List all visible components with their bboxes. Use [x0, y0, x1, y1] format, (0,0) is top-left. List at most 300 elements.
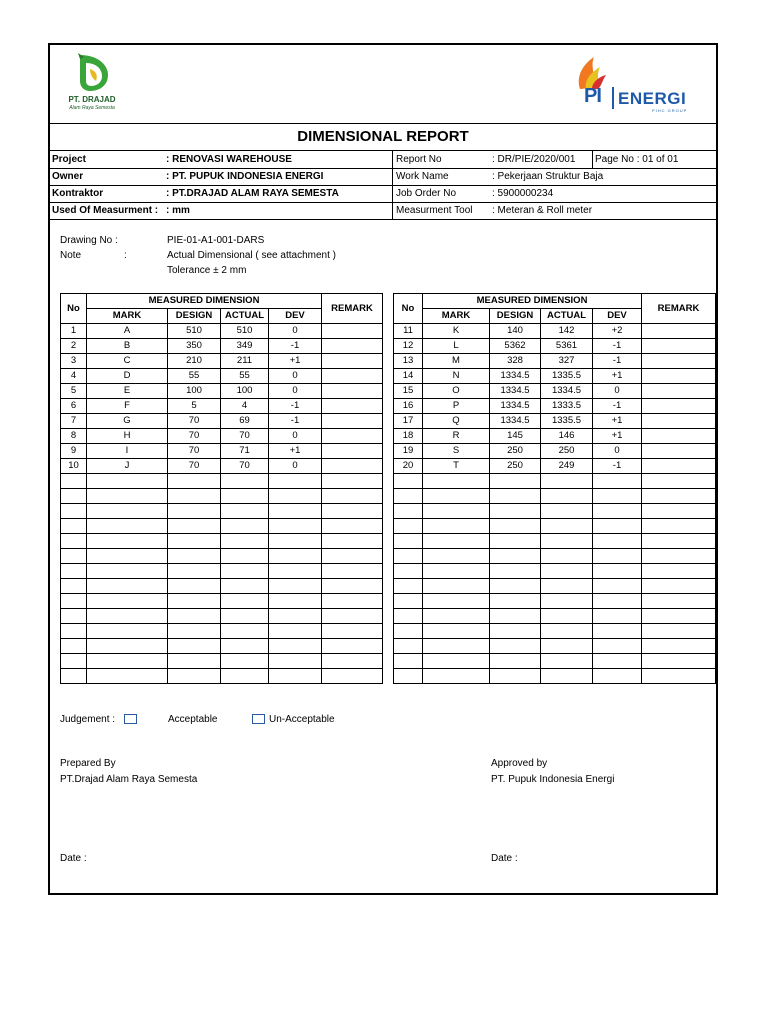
empty-cell [168, 639, 221, 654]
empty-cell [269, 504, 322, 519]
table-row [61, 339, 383, 354]
empty-cell [269, 474, 322, 489]
date-left: Date : [60, 853, 87, 864]
empty-cell [269, 639, 322, 654]
empty-cell [87, 534, 168, 549]
empty-cell [221, 654, 269, 669]
empty-cell [490, 504, 541, 519]
pi-text: PI [584, 85, 601, 107]
empty-cell [423, 579, 490, 594]
cell-design: 70 [168, 444, 221, 459]
empty-row [61, 549, 383, 564]
table-row [61, 369, 383, 384]
empty-cell [642, 624, 716, 639]
empty-cell [642, 654, 716, 669]
cell-design: 1334.5 [490, 369, 541, 384]
empty-cell [593, 519, 642, 534]
empty-row [394, 669, 716, 684]
energi-text: ENERGI [618, 89, 687, 108]
empty-cell [322, 564, 383, 579]
empty-cell [541, 654, 593, 669]
empty-cell [269, 594, 322, 609]
empty-cell [221, 624, 269, 639]
empty-cell [269, 624, 322, 639]
empty-cell [642, 669, 716, 684]
header-no: No [394, 294, 423, 324]
empty-cell [423, 654, 490, 669]
empty-cell [61, 669, 87, 684]
report-title: DIMENSIONAL REPORT [50, 123, 716, 151]
empty-row [61, 489, 383, 504]
empty-cell [642, 594, 716, 609]
cell-no: 3 [61, 354, 87, 369]
table-row [394, 399, 716, 414]
table-row [394, 339, 716, 354]
empty-cell [168, 534, 221, 549]
empty-cell [541, 624, 593, 639]
empty-cell [221, 669, 269, 684]
drajad-logo-sub: Alam Raya Semesta [69, 105, 115, 111]
cell-mark: M [423, 354, 490, 369]
cell-remark [322, 459, 383, 474]
empty-cell [87, 669, 168, 684]
empty-cell [269, 549, 322, 564]
empty-cell [168, 564, 221, 579]
note-label: Note [60, 250, 82, 261]
empty-cell [269, 669, 322, 684]
approved-by-label: Approved by [491, 758, 548, 769]
cell-actual: 71 [221, 444, 269, 459]
empty-cell [541, 564, 593, 579]
cell-dev: +1 [593, 414, 642, 429]
drajad-logo-name: PT. DRAJAD [68, 95, 116, 104]
cell-actual: 4 [221, 399, 269, 414]
cell-no: 19 [394, 444, 423, 459]
judgement-checkbox[interactable] [124, 714, 137, 724]
cell-actual: 327 [541, 354, 593, 369]
empty-cell [394, 669, 423, 684]
empty-cell [394, 564, 423, 579]
empty-cell [593, 534, 642, 549]
drajad-logo [60, 51, 124, 121]
empty-cell [221, 534, 269, 549]
used-label: Used Of Measurment : [52, 205, 159, 216]
header-remark: REMARK [642, 294, 716, 324]
pihc-group-text: PIHC GROUP [652, 108, 688, 113]
cell-mark: I [87, 444, 168, 459]
table-row [394, 324, 716, 339]
cell-remark [322, 399, 383, 414]
info-row-used [50, 202, 716, 220]
empty-cell [61, 579, 87, 594]
header-actual: ACTUAL [221, 309, 269, 324]
empty-cell [61, 519, 87, 534]
cell-actual: 5361 [541, 339, 593, 354]
empty-cell [593, 489, 642, 504]
empty-row [394, 594, 716, 609]
empty-cell [322, 549, 383, 564]
empty-cell [490, 594, 541, 609]
cell-dev: 0 [269, 429, 322, 444]
cell-mark: F [87, 399, 168, 414]
tool-value: : Meteran & Roll meter [492, 205, 593, 216]
empty-cell [221, 564, 269, 579]
empty-cell [642, 564, 716, 579]
table-row [61, 414, 383, 429]
empty-row [61, 609, 383, 624]
cell-no: 10 [61, 459, 87, 474]
empty-cell [394, 639, 423, 654]
cell-actual: 55 [221, 369, 269, 384]
empty-cell [593, 609, 642, 624]
cell-dev: 0 [269, 384, 322, 399]
cell-actual: 1334.5 [541, 384, 593, 399]
cell-design: 55 [168, 369, 221, 384]
cell-design: 1334.5 [490, 399, 541, 414]
empty-row [61, 579, 383, 594]
header-actual: ACTUAL [541, 309, 593, 324]
empty-cell [87, 579, 168, 594]
empty-cell [269, 519, 322, 534]
empty-cell [423, 594, 490, 609]
empty-cell [541, 594, 593, 609]
empty-cell [490, 609, 541, 624]
empty-row [394, 549, 716, 564]
cell-dev: -1 [593, 354, 642, 369]
empty-cell [87, 624, 168, 639]
cell-actual: 349 [221, 339, 269, 354]
empty-cell [593, 654, 642, 669]
cell-remark [322, 354, 383, 369]
empty-cell [423, 504, 490, 519]
empty-cell [642, 474, 716, 489]
cell-remark [322, 369, 383, 384]
cell-design: 145 [490, 429, 541, 444]
cell-design: 250 [490, 459, 541, 474]
cell-mark: P [423, 399, 490, 414]
empty-cell [168, 489, 221, 504]
empty-cell [490, 639, 541, 654]
empty-cell [221, 579, 269, 594]
empty-row [61, 474, 383, 489]
page-no-divider [592, 151, 593, 168]
empty-cell [87, 549, 168, 564]
cell-no: 17 [394, 414, 423, 429]
empty-cell [168, 474, 221, 489]
empty-cell [593, 504, 642, 519]
cell-remark [322, 324, 383, 339]
empty-cell [322, 669, 383, 684]
cell-dev: -1 [269, 399, 322, 414]
empty-cell [87, 474, 168, 489]
cell-no: 15 [394, 384, 423, 399]
used-value: : mm [166, 205, 190, 216]
cell-remark [322, 384, 383, 399]
cell-actual: 211 [221, 354, 269, 369]
empty-cell [541, 579, 593, 594]
empty-cell [490, 534, 541, 549]
cell-remark [322, 414, 383, 429]
owner-value: : PT. PUPUK INDONESIA ENERGI [166, 171, 324, 182]
empty-cell [541, 609, 593, 624]
empty-cell [221, 489, 269, 504]
cell-dev: -1 [269, 414, 322, 429]
header-mark: MARK [87, 309, 168, 324]
empty-cell [61, 504, 87, 519]
header-dev: DEV [269, 309, 322, 324]
cell-actual: 1335.5 [541, 369, 593, 384]
empty-cell [490, 474, 541, 489]
unacceptable-checkbox[interactable] [252, 714, 265, 724]
cell-actual: 249 [541, 459, 593, 474]
info-row-kontraktor [50, 185, 716, 203]
empty-cell [322, 474, 383, 489]
work-name-value: : Pekerjaan Struktur Baja [492, 171, 604, 182]
cell-design: 510 [168, 324, 221, 339]
empty-cell [322, 519, 383, 534]
empty-cell [593, 639, 642, 654]
drawing-label: Drawing No : [60, 235, 118, 246]
acceptable-label: Acceptable [168, 714, 218, 725]
empty-row [61, 639, 383, 654]
empty-cell [269, 534, 322, 549]
empty-row [394, 474, 716, 489]
prepared-company: PT.Drajad Alam Raya Semesta [60, 774, 198, 785]
cell-actual: 70 [221, 429, 269, 444]
empty-cell [61, 639, 87, 654]
table-row [61, 384, 383, 399]
cell-remark [642, 444, 716, 459]
report-no-label: Report No [396, 154, 442, 165]
empty-cell [168, 654, 221, 669]
empty-cell [322, 594, 383, 609]
cell-dev: -1 [593, 399, 642, 414]
cell-dev: +1 [593, 369, 642, 384]
empty-cell [61, 624, 87, 639]
empty-row [394, 654, 716, 669]
empty-row [394, 639, 716, 654]
empty-cell [87, 519, 168, 534]
empty-cell [394, 519, 423, 534]
empty-cell [168, 579, 221, 594]
empty-cell [423, 534, 490, 549]
empty-cell [394, 474, 423, 489]
cell-dev: +1 [269, 354, 322, 369]
empty-cell [642, 534, 716, 549]
empty-cell [87, 504, 168, 519]
empty-cell [541, 534, 593, 549]
info-row-project [50, 151, 716, 169]
cell-remark [642, 339, 716, 354]
cell-design: 100 [168, 384, 221, 399]
cell-design: 5362 [490, 339, 541, 354]
empty-cell [423, 564, 490, 579]
empty-cell [168, 504, 221, 519]
empty-cell [61, 489, 87, 504]
empty-cell [221, 609, 269, 624]
empty-cell [394, 534, 423, 549]
cell-design: 140 [490, 324, 541, 339]
cell-dev: +1 [269, 444, 322, 459]
cell-dev: -1 [269, 339, 322, 354]
empty-cell [490, 549, 541, 564]
report-page [48, 43, 718, 895]
cell-no: 18 [394, 429, 423, 444]
table-row [394, 444, 716, 459]
header-design: DESIGN [168, 309, 221, 324]
drajad-leaf-icon [74, 51, 110, 93]
empty-cell [642, 519, 716, 534]
empty-row [61, 624, 383, 639]
empty-cell [322, 534, 383, 549]
empty-cell [593, 624, 642, 639]
empty-cell [221, 474, 269, 489]
info-row-owner [50, 168, 716, 186]
report-no-value: : DR/PIE/2020/001 [492, 154, 576, 165]
empty-cell [61, 609, 87, 624]
empty-row [394, 519, 716, 534]
empty-cell [394, 624, 423, 639]
cell-actual: 510 [221, 324, 269, 339]
prepared-by-label: Prepared By [60, 758, 116, 769]
cell-mark: A [87, 324, 168, 339]
job-order-value: : 5900000234 [492, 188, 554, 199]
empty-row [61, 594, 383, 609]
empty-cell [269, 654, 322, 669]
empty-cell [87, 654, 168, 669]
cell-design: 1334.5 [490, 414, 541, 429]
cell-design: 5 [168, 399, 221, 414]
empty-cell [423, 624, 490, 639]
cell-no: 6 [61, 399, 87, 414]
table-row [394, 429, 716, 444]
empty-cell [394, 549, 423, 564]
header-mark: MARK [423, 309, 490, 324]
info-divider [392, 151, 393, 219]
empty-cell [642, 639, 716, 654]
owner-label: Owner [52, 171, 84, 182]
cell-mark: O [423, 384, 490, 399]
header-design: DESIGN [490, 309, 541, 324]
empty-cell [61, 654, 87, 669]
empty-cell [269, 579, 322, 594]
empty-cell [61, 474, 87, 489]
empty-cell [394, 609, 423, 624]
empty-row [61, 654, 383, 669]
logo-band [50, 45, 716, 124]
cell-dev: -1 [593, 339, 642, 354]
empty-row [394, 579, 716, 594]
logo-divider [612, 87, 614, 109]
empty-row [61, 564, 383, 579]
empty-cell [87, 489, 168, 504]
empty-cell [221, 549, 269, 564]
header-measured: MEASURED DIMENSION [423, 294, 642, 309]
empty-cell [168, 669, 221, 684]
cell-design: 70 [168, 414, 221, 429]
empty-cell [168, 594, 221, 609]
empty-cell [168, 519, 221, 534]
empty-cell [168, 624, 221, 639]
cell-remark [642, 369, 716, 384]
empty-row [394, 489, 716, 504]
empty-cell [642, 489, 716, 504]
cell-no: 12 [394, 339, 423, 354]
empty-cell [322, 504, 383, 519]
header-remark: REMARK [322, 294, 383, 324]
cell-remark [642, 459, 716, 474]
empty-cell [490, 654, 541, 669]
empty-cell [593, 564, 642, 579]
cell-dev: +1 [593, 429, 642, 444]
cell-no: 1 [61, 324, 87, 339]
empty-cell [541, 639, 593, 654]
empty-cell [322, 624, 383, 639]
measurement-table-left [60, 293, 383, 684]
cell-dev: -1 [593, 459, 642, 474]
measurement-table-right [393, 293, 716, 684]
empty-cell [642, 609, 716, 624]
cell-no: 8 [61, 429, 87, 444]
cell-no: 4 [61, 369, 87, 384]
approved-company: PT. Pupuk Indonesia Energi [491, 774, 615, 785]
cell-dev: 0 [593, 384, 642, 399]
cell-actual: 1333.5 [541, 399, 593, 414]
empty-cell [394, 579, 423, 594]
empty-cell [642, 549, 716, 564]
cell-design: 70 [168, 459, 221, 474]
empty-cell [269, 609, 322, 624]
cell-dev: 0 [269, 369, 322, 384]
table-row [61, 444, 383, 459]
empty-cell [394, 654, 423, 669]
cell-no: 9 [61, 444, 87, 459]
cell-no: 7 [61, 414, 87, 429]
table-row [394, 459, 716, 474]
empty-cell [423, 519, 490, 534]
tolerance: Tolerance ± 2 mm [167, 265, 247, 276]
cell-actual: 146 [541, 429, 593, 444]
unacceptable-label: Un-Acceptable [269, 714, 335, 725]
cell-remark [322, 444, 383, 459]
cell-design: 1334.5 [490, 384, 541, 399]
cell-design: 70 [168, 429, 221, 444]
cell-mark: S [423, 444, 490, 459]
empty-cell [87, 594, 168, 609]
empty-cell [322, 654, 383, 669]
cell-actual: 1335.5 [541, 414, 593, 429]
empty-cell [394, 594, 423, 609]
empty-cell [642, 504, 716, 519]
cell-no: 11 [394, 324, 423, 339]
empty-row [61, 504, 383, 519]
empty-cell [269, 564, 322, 579]
empty-cell [61, 564, 87, 579]
header-row [61, 294, 383, 309]
cell-dev: 0 [593, 444, 642, 459]
cell-no: 20 [394, 459, 423, 474]
empty-cell [490, 579, 541, 594]
empty-cell [269, 489, 322, 504]
cell-mark: T [423, 459, 490, 474]
cell-no: 14 [394, 369, 423, 384]
empty-row [394, 534, 716, 549]
cell-dev: +2 [593, 324, 642, 339]
cell-mark: K [423, 324, 490, 339]
cell-actual: 250 [541, 444, 593, 459]
cell-remark [642, 354, 716, 369]
empty-cell [593, 579, 642, 594]
